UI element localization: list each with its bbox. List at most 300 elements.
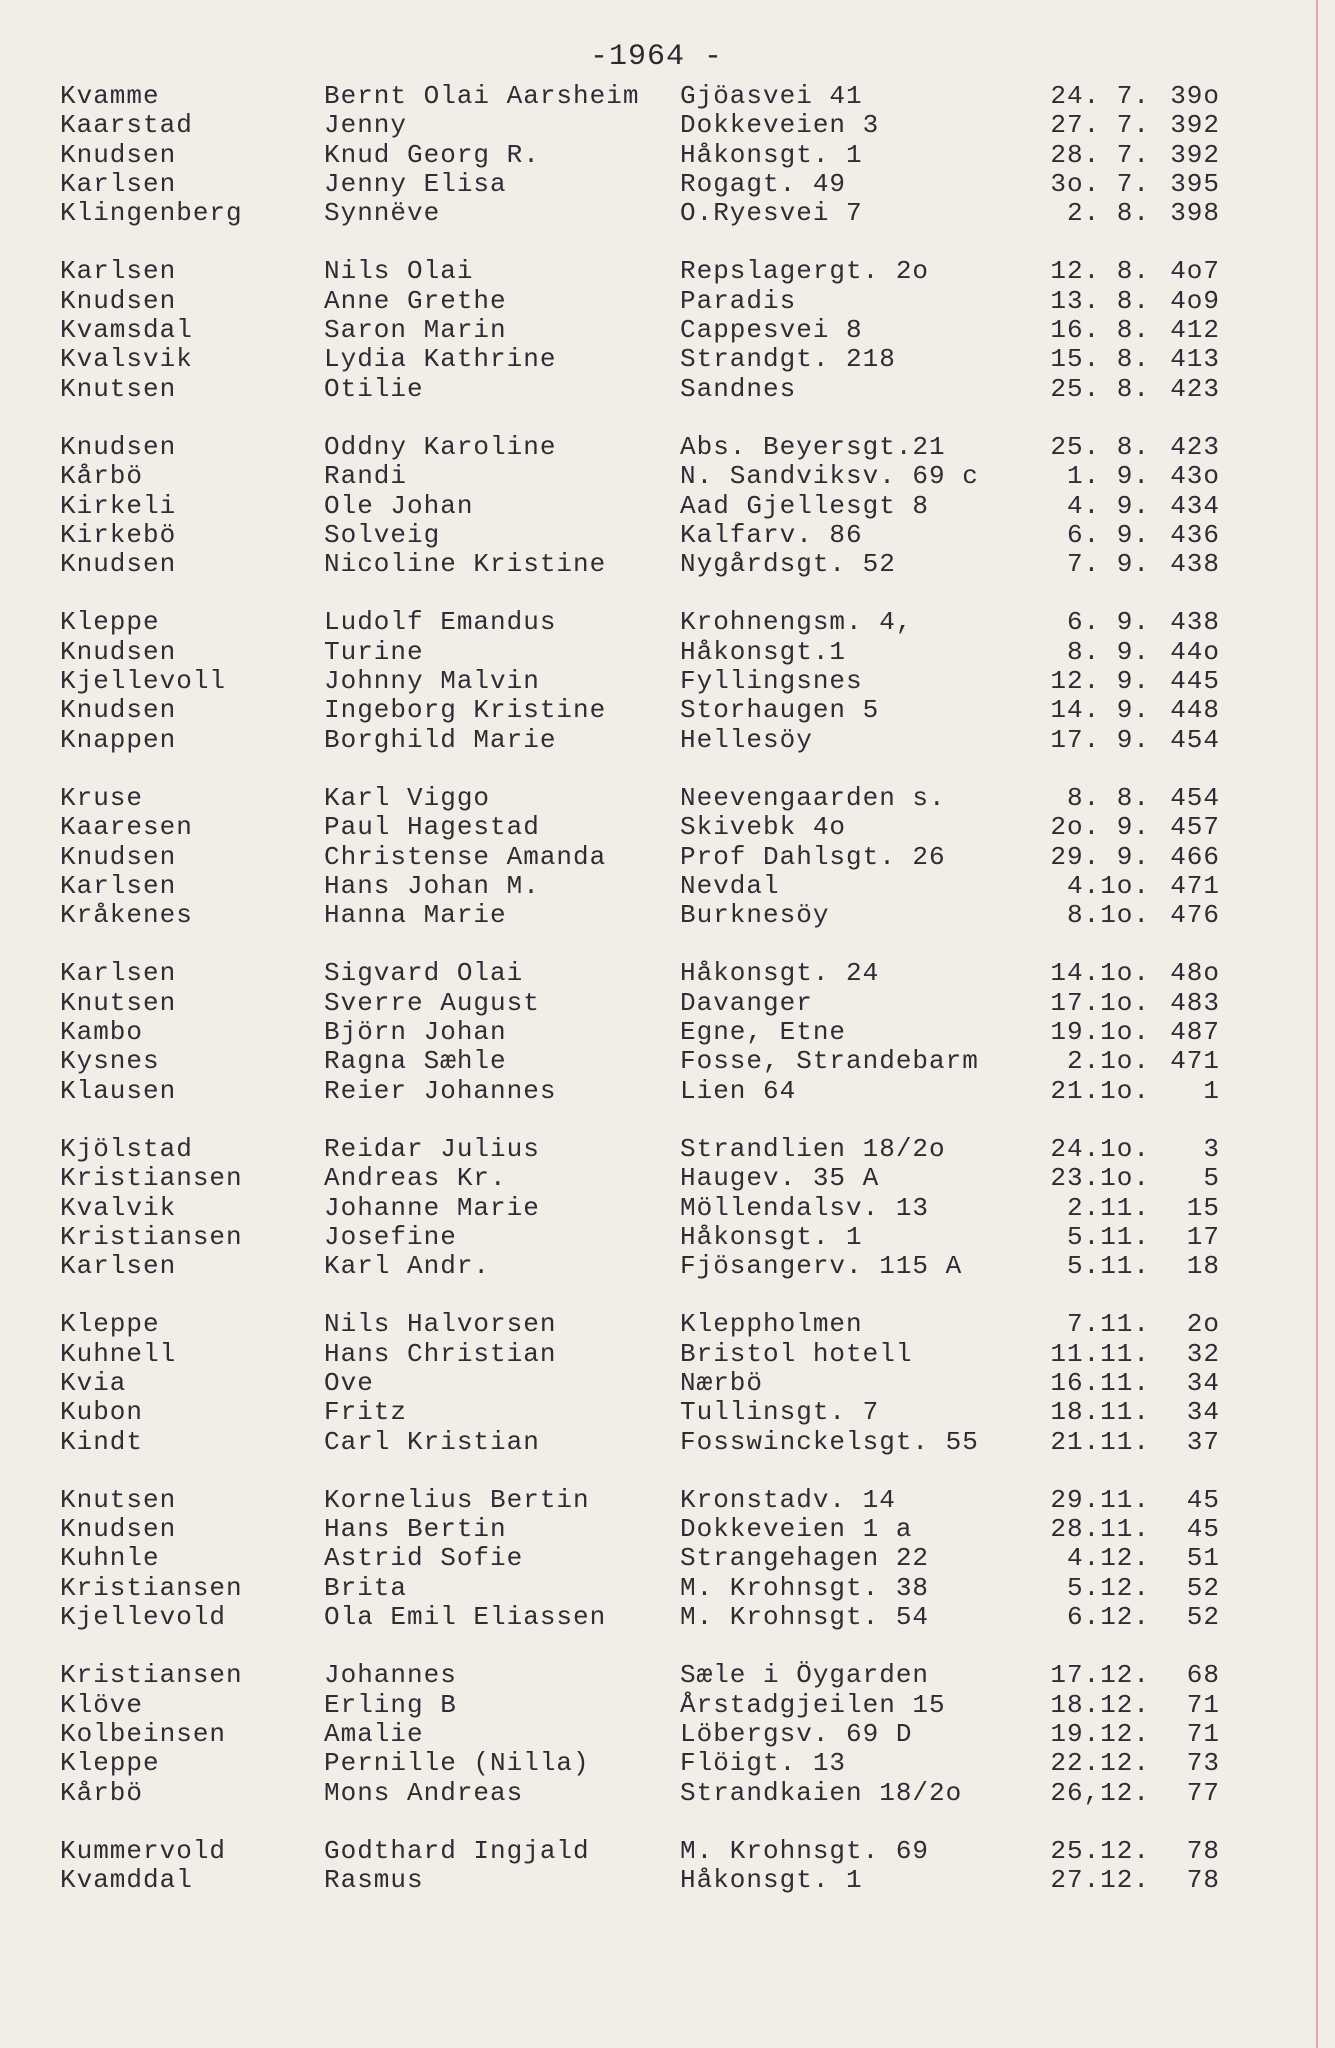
- given-name-cell: Oddny Karoline: [324, 431, 557, 462]
- entry-number-cell: 423: [1170, 431, 1220, 462]
- register-row: [50, 1777, 1220, 1808]
- entry-group: [50, 1484, 1220, 1633]
- surname-cell: Knutsen: [60, 373, 177, 404]
- address-cell: Prof Dahlsgt. 26: [680, 841, 946, 872]
- date-cell: 2o. 9.: [1050, 812, 1150, 843]
- date-cell: 8. 9.: [1066, 636, 1150, 667]
- entry-number-cell: 434: [1170, 490, 1220, 521]
- register-row: [50, 1514, 1220, 1545]
- address-cell: Sæle i Öygarden: [680, 1660, 930, 1691]
- address-cell: Strandlien 18/2o: [680, 1133, 946, 1164]
- date-cell: 18.11.: [1050, 1397, 1150, 1428]
- entry-number-cell: 1: [1203, 1075, 1220, 1106]
- entry-number-cell: 3: [1203, 1133, 1220, 1164]
- surname-cell: Knutsen: [60, 987, 177, 1018]
- entry-number-cell: 52: [1186, 1602, 1220, 1633]
- address-cell: Årstadgjeilen 15: [680, 1689, 946, 1720]
- address-cell: M. Krohnsgt. 69: [680, 1835, 930, 1866]
- entry-number-cell: 2o: [1186, 1309, 1220, 1340]
- register-row: [50, 344, 1220, 375]
- date-cell: 12. 8.: [1050, 256, 1150, 287]
- date-cell: 1. 9.: [1066, 461, 1150, 492]
- entry-number-cell: 52: [1186, 1572, 1220, 1603]
- date-cell: 16.11.: [1050, 1367, 1150, 1398]
- date-cell: 29. 9.: [1050, 841, 1150, 872]
- page-title: -1964 -: [590, 40, 724, 74]
- address-cell: Egne, Etne: [680, 1017, 847, 1048]
- surname-cell: Karlsen: [60, 256, 177, 287]
- register-row: [50, 812, 1220, 843]
- address-cell: Hellesöy: [680, 724, 813, 755]
- date-cell: 5.11.: [1066, 1221, 1150, 1252]
- address-cell: Haugev. 35 A: [680, 1163, 880, 1194]
- date-cell: 25. 8.: [1050, 431, 1150, 462]
- register-row: [50, 1602, 1220, 1633]
- date-cell: 26,12.: [1050, 1777, 1150, 1808]
- entry-group: [50, 1309, 1220, 1457]
- surname-cell: Kårbö: [60, 461, 144, 492]
- surname-cell: Kirkebö: [60, 519, 177, 550]
- date-cell: 28.11.: [1050, 1514, 1150, 1545]
- address-cell: Burknesöy: [680, 900, 830, 931]
- surname-cell: Klausen: [60, 1075, 177, 1106]
- address-cell: Tullinsgt. 7: [680, 1397, 880, 1428]
- given-name-cell: Bernt Olai Aarsheim: [324, 81, 640, 111]
- entry-group: [50, 1660, 1220, 1808]
- address-cell: Lien 64: [680, 1075, 797, 1106]
- date-cell: 7.11.: [1066, 1309, 1150, 1340]
- given-name-cell: Brita: [324, 1572, 408, 1603]
- entry-number-cell: 77: [1186, 1777, 1220, 1808]
- address-cell: Möllendalsv. 13: [680, 1192, 930, 1223]
- entry-number-cell: 476: [1170, 900, 1220, 931]
- given-name-cell: Nils Olai: [324, 256, 474, 287]
- given-name-cell: Rasmus: [324, 1865, 424, 1896]
- given-name-cell: Amalie: [324, 1718, 424, 1749]
- date-cell: 19.12.: [1050, 1718, 1150, 1749]
- date-cell: 17. 9.: [1050, 724, 1150, 755]
- date-cell: 28. 7.: [1050, 139, 1150, 170]
- date-cell: 16. 8.: [1050, 315, 1150, 346]
- register-row: [50, 841, 1220, 872]
- register-row: [50, 1835, 1220, 1866]
- register-row: [50, 695, 1220, 726]
- address-cell: Dokkeveien 1 a: [680, 1514, 913, 1545]
- given-name-cell: Solveig: [324, 519, 441, 550]
- given-name-cell: Christense Amanda: [324, 841, 607, 872]
- date-cell: 25. 8.: [1050, 373, 1150, 404]
- entry-number-cell: 45: [1186, 1484, 1220, 1515]
- surname-cell: Karlsen: [60, 870, 177, 901]
- entry-number-cell: 487: [1170, 1017, 1220, 1048]
- address-cell: Skivebk 4o: [680, 812, 847, 843]
- entry-number-cell: 78: [1186, 1835, 1220, 1866]
- address-cell: O.Ryesvei 7: [680, 198, 863, 229]
- address-cell: M. Krohnsgt. 38: [680, 1572, 930, 1603]
- given-name-cell: Ove: [324, 1367, 374, 1398]
- surname-cell: Kjellevoll: [60, 666, 227, 697]
- given-name-cell: Josefine: [324, 1221, 457, 1252]
- register-row: [50, 1338, 1220, 1369]
- date-cell: 15. 8.: [1050, 344, 1150, 375]
- given-name-cell: Paul Hagestad: [324, 812, 540, 843]
- date-cell: 21.11.: [1050, 1426, 1150, 1457]
- register-row: [50, 900, 1220, 931]
- register-row: [50, 987, 1220, 1018]
- date-cell: 7. 9.: [1066, 549, 1150, 580]
- address-cell: Abs. Beyersgt.21: [680, 431, 946, 462]
- register-row: [50, 1046, 1220, 1077]
- entry-number-cell: 445: [1170, 666, 1220, 697]
- given-name-cell: Andreas Kr.: [324, 1163, 507, 1194]
- address-cell: Dokkeveien 3: [680, 110, 880, 141]
- date-cell: 23.1o.: [1050, 1163, 1150, 1194]
- address-cell: Håkonsgt. 1: [680, 1221, 863, 1252]
- surname-cell: Kårbö: [60, 1777, 144, 1808]
- entry-number-cell: 454: [1170, 724, 1220, 755]
- given-name-cell: Pernille (Nilla): [324, 1748, 590, 1779]
- register-row: [50, 168, 1220, 199]
- register-row: [50, 1397, 1220, 1428]
- register-row: [50, 782, 1220, 813]
- register-row: [50, 1075, 1220, 1106]
- address-cell: Kleppholmen: [680, 1309, 863, 1340]
- address-cell: Storhaugen 5: [680, 695, 880, 726]
- date-cell: 2. 8.: [1066, 198, 1150, 229]
- entry-group: [50, 782, 1220, 931]
- given-name-cell: Ragna Sæhle: [324, 1046, 507, 1077]
- surname-cell: Kvamddal: [60, 1865, 193, 1896]
- entry-number-cell: 44o: [1170, 636, 1220, 667]
- surname-cell: Kjölstad: [60, 1133, 193, 1164]
- surname-cell: Knudsen: [60, 636, 177, 667]
- register-row: [50, 958, 1220, 989]
- surname-cell: Kristiansen: [60, 1221, 243, 1252]
- date-cell: 6. 9.: [1066, 607, 1150, 638]
- address-cell: Håkonsgt. 1: [680, 139, 863, 170]
- surname-cell: Klingenberg: [60, 198, 243, 229]
- surname-cell: Kjellevold: [60, 1602, 227, 1633]
- address-cell: Repslagergt. 2o: [680, 256, 930, 287]
- entry-number-cell: 71: [1186, 1718, 1220, 1749]
- surname-cell: Kleppe: [60, 1748, 160, 1779]
- entry-group: [50, 958, 1220, 1106]
- address-cell: Håkonsgt. 24: [680, 958, 880, 989]
- surname-cell: Kubon: [60, 1397, 144, 1428]
- given-name-cell: Nicoline Kristine: [324, 549, 607, 580]
- surname-cell: Karlsen: [60, 168, 177, 199]
- address-cell: Cappesvei 8: [680, 315, 863, 346]
- entry-number-cell: 78: [1186, 1865, 1220, 1896]
- date-cell: 4.1o.: [1066, 870, 1150, 901]
- date-cell: 29.11.: [1050, 1484, 1150, 1515]
- given-name-cell: Saron Marin: [324, 315, 507, 346]
- given-name-cell: Hans Christian: [324, 1338, 557, 1369]
- given-name-cell: Lydia Kathrine: [324, 344, 557, 375]
- date-cell: 6. 9.: [1066, 519, 1150, 550]
- address-cell: Fosswinckelsgt. 55: [680, 1426, 979, 1457]
- register-row: [50, 1572, 1220, 1603]
- date-cell: 27. 7.: [1050, 110, 1150, 141]
- entry-number-cell: 51: [1186, 1543, 1220, 1574]
- entry-number-cell: 4o9: [1170, 285, 1220, 316]
- register-row: [50, 1017, 1220, 1048]
- surname-cell: Kvamme: [60, 81, 160, 111]
- given-name-cell: Kornelius Bertin: [324, 1484, 590, 1515]
- register-row: [50, 1718, 1220, 1749]
- given-name-cell: Otilie: [324, 373, 424, 404]
- entry-number-cell: 471: [1170, 1046, 1220, 1077]
- given-name-cell: Godthard Ingjald: [324, 1835, 590, 1866]
- given-name-cell: Hans Johan M.: [324, 870, 540, 901]
- given-name-cell: Knud Georg R.: [324, 139, 540, 170]
- surname-cell: Kuhnell: [60, 1338, 177, 1369]
- entry-number-cell: 448: [1170, 695, 1220, 726]
- date-cell: 25.12.: [1050, 1835, 1150, 1866]
- date-cell: 21.1o.: [1050, 1075, 1150, 1106]
- given-name-cell: Sverre August: [324, 987, 540, 1018]
- date-cell: 5.11.: [1066, 1251, 1150, 1282]
- register-row: [50, 1221, 1220, 1252]
- register-row: [50, 1251, 1220, 1282]
- entry-number-cell: 34: [1186, 1367, 1220, 1398]
- given-name-cell: Synnëve: [324, 198, 441, 229]
- date-cell: 11.11.: [1050, 1338, 1150, 1369]
- date-cell: 19.1o.: [1050, 1017, 1150, 1048]
- address-cell: Gjöasvei 41: [680, 81, 863, 111]
- given-name-cell: Johnny Malvin: [324, 666, 540, 697]
- given-name-cell: Mons Andreas: [324, 1777, 524, 1808]
- surname-cell: Kleppe: [60, 1309, 160, 1340]
- address-cell: Håkonsgt.1: [680, 636, 847, 667]
- entry-number-cell: 438: [1170, 549, 1220, 580]
- date-cell: 2.11.: [1066, 1192, 1150, 1223]
- register-row: [50, 256, 1220, 287]
- date-cell: 4. 9.: [1066, 490, 1150, 521]
- date-cell: 22.12.: [1050, 1748, 1150, 1779]
- date-cell: 12. 9.: [1050, 666, 1150, 697]
- date-cell: 6.12.: [1066, 1602, 1150, 1633]
- entry-number-cell: 48o: [1170, 958, 1220, 989]
- register-row: [50, 1660, 1220, 1691]
- given-name-cell: Hans Bertin: [324, 1514, 507, 1545]
- date-cell: 13. 8.: [1050, 285, 1150, 316]
- address-cell: Strandkaien 18/2o: [680, 1777, 963, 1808]
- date-cell: 24.1o.: [1050, 1133, 1150, 1164]
- surname-cell: Knappen: [60, 724, 177, 755]
- address-cell: Nygårdsgt. 52: [680, 549, 896, 580]
- entry-group: [50, 1133, 1220, 1282]
- given-name-cell: Ole Johan: [324, 490, 474, 521]
- entry-number-cell: 395: [1170, 168, 1220, 199]
- entry-number-cell: 483: [1170, 987, 1220, 1018]
- given-name-cell: Ingeborg Kristine: [324, 695, 607, 726]
- surname-cell: Karlsen: [60, 1251, 177, 1282]
- entry-number-cell: 73: [1186, 1748, 1220, 1779]
- given-name-cell: Turine: [324, 636, 424, 667]
- register-entries: [50, 81, 1220, 1924]
- entry-number-cell: 457: [1170, 812, 1220, 843]
- entry-number-cell: 18: [1186, 1251, 1220, 1282]
- entry-number-cell: 34: [1186, 1397, 1220, 1428]
- given-name-cell: Randi: [324, 461, 408, 492]
- date-cell: 18.12.: [1050, 1689, 1150, 1720]
- entry-group: [50, 431, 1220, 580]
- entry-number-cell: 45: [1186, 1514, 1220, 1545]
- register-row: [50, 461, 1220, 492]
- given-name-cell: Johannes: [324, 1660, 457, 1691]
- given-name-cell: Nils Halvorsen: [324, 1309, 557, 1340]
- surname-cell: Knudsen: [60, 139, 177, 170]
- register-row: [50, 1543, 1220, 1574]
- register-row: [50, 519, 1220, 550]
- date-cell: 8.1o.: [1066, 900, 1150, 931]
- register-row: [50, 607, 1220, 638]
- given-name-cell: Jenny Elisa: [324, 168, 507, 199]
- surname-cell: Kruse: [60, 782, 144, 813]
- entry-number-cell: 39o: [1170, 81, 1220, 111]
- given-name-cell: Johanne Marie: [324, 1192, 540, 1223]
- register-row: [50, 1367, 1220, 1398]
- entry-number-cell: 17: [1186, 1221, 1220, 1252]
- register-row: [50, 1133, 1220, 1164]
- given-name-cell: Ludolf Emandus: [324, 607, 557, 638]
- date-cell: 27.12.: [1050, 1865, 1150, 1896]
- date-cell: 4.12.: [1066, 1543, 1150, 1574]
- surname-cell: Klöve: [60, 1689, 144, 1720]
- entry-number-cell: 68: [1186, 1660, 1220, 1691]
- address-cell: Aad Gjellesgt 8: [680, 490, 930, 521]
- register-row: [50, 1309, 1220, 1340]
- entry-number-cell: 413: [1170, 344, 1220, 375]
- address-cell: Håkonsgt. 1: [680, 1865, 863, 1896]
- address-cell: Bristol hotell: [680, 1338, 913, 1369]
- date-cell: 24. 7.: [1050, 81, 1150, 111]
- address-cell: Davanger: [680, 987, 813, 1018]
- register-row: [50, 285, 1220, 316]
- date-cell: 17.1o.: [1050, 987, 1150, 1018]
- given-name-cell: Karl Viggo: [324, 782, 491, 813]
- surname-cell: Kambo: [60, 1017, 144, 1048]
- register-row: [50, 373, 1220, 404]
- surname-cell: Kristiansen: [60, 1572, 243, 1603]
- register-row: [50, 431, 1220, 462]
- entry-group: [50, 81, 1220, 229]
- surname-cell: Kindt: [60, 1426, 144, 1457]
- surname-cell: Knudsen: [60, 549, 177, 580]
- entry-number-cell: 438: [1170, 607, 1220, 638]
- entry-number-cell: 5: [1203, 1163, 1220, 1194]
- register-row: [50, 1192, 1220, 1223]
- address-cell: Strandgt. 218: [680, 344, 896, 375]
- register-row: [50, 315, 1220, 346]
- surname-cell: Knudsen: [60, 695, 177, 726]
- register-row: [50, 1484, 1220, 1515]
- surname-cell: Knudsen: [60, 431, 177, 462]
- entry-number-cell: 32: [1186, 1338, 1220, 1369]
- register-row: [50, 1689, 1220, 1720]
- given-name-cell: Astrid Sofie: [324, 1543, 524, 1574]
- date-cell: 3o. 7.: [1050, 168, 1150, 199]
- given-name-cell: Anne Grethe: [324, 285, 507, 316]
- entry-number-cell: 4o7: [1170, 256, 1220, 287]
- surname-cell: Kristiansen: [60, 1163, 243, 1194]
- surname-cell: Knutsen: [60, 1484, 177, 1515]
- surname-cell: Knudsen: [60, 1514, 177, 1545]
- entry-group: [50, 256, 1220, 404]
- register-row: [50, 198, 1220, 229]
- given-name-cell: Karl Andr.: [324, 1251, 491, 1282]
- entry-number-cell: 423: [1170, 373, 1220, 404]
- surname-cell: Kysnes: [60, 1046, 160, 1077]
- date-cell: 8. 8.: [1066, 782, 1150, 813]
- register-row: [50, 490, 1220, 521]
- given-name-cell: Jenny: [324, 110, 408, 141]
- date-cell: 5.12.: [1066, 1572, 1150, 1603]
- surname-cell: Kolbeinsen: [60, 1718, 227, 1749]
- address-cell: Kalfarv. 86: [680, 519, 863, 550]
- register-row: [50, 110, 1220, 141]
- register-row: [50, 870, 1220, 901]
- entry-number-cell: 412: [1170, 315, 1220, 346]
- date-cell: 2.1o.: [1066, 1046, 1150, 1077]
- address-cell: Löbergsv. 69 D: [680, 1718, 913, 1749]
- date-cell: 14.1o.: [1050, 958, 1150, 989]
- entry-number-cell: 436: [1170, 519, 1220, 550]
- date-cell: 17.12.: [1050, 1660, 1150, 1691]
- entry-group: [50, 1835, 1220, 1896]
- address-cell: N. Sandviksv. 69 c: [680, 461, 979, 492]
- entry-number-cell: 398: [1170, 198, 1220, 229]
- address-cell: Flöigt. 13: [680, 1748, 847, 1779]
- surname-cell: Kirkeli: [60, 490, 177, 521]
- given-name-cell: Carl Kristian: [324, 1426, 540, 1457]
- address-cell: Fosse, Strandebarm: [680, 1046, 979, 1077]
- surname-cell: Karlsen: [60, 958, 177, 989]
- given-name-cell: Erling B: [324, 1689, 457, 1720]
- register-row: [50, 1163, 1220, 1194]
- address-cell: M. Krohnsgt. 54: [680, 1602, 930, 1633]
- entry-number-cell: 392: [1170, 139, 1220, 170]
- register-row: [50, 1748, 1220, 1779]
- address-cell: Sandnes: [680, 373, 797, 404]
- given-name-cell: Sigvard Olai: [324, 958, 524, 989]
- surname-cell: Kuhnle: [60, 1543, 160, 1574]
- address-cell: Krohnengsm. 4,: [680, 607, 913, 638]
- register-row: [50, 549, 1220, 580]
- register-row: [50, 636, 1220, 667]
- register-row: [50, 666, 1220, 697]
- entry-group: [50, 607, 1220, 755]
- surname-cell: Knudsen: [60, 285, 177, 316]
- register-row: [50, 139, 1220, 170]
- given-name-cell: Ola Emil Eliassen: [324, 1602, 607, 1633]
- surname-cell: Kvamsdal: [60, 315, 193, 346]
- register-row: [50, 1426, 1220, 1457]
- surname-cell: Kvalsvik: [60, 344, 193, 375]
- entry-number-cell: 466: [1170, 841, 1220, 872]
- date-cell: 14. 9.: [1050, 695, 1150, 726]
- entry-number-cell: 392: [1170, 110, 1220, 141]
- given-name-cell: Hanna Marie: [324, 900, 507, 931]
- address-cell: Nærbö: [680, 1367, 764, 1398]
- surname-cell: Kvia: [60, 1367, 127, 1398]
- entry-number-cell: 454: [1170, 782, 1220, 813]
- address-cell: Neevengaarden s.: [680, 782, 946, 813]
- surname-cell: Kvalvik: [60, 1192, 177, 1223]
- entry-number-cell: 43o: [1170, 461, 1220, 492]
- address-cell: Kronstadv. 14: [680, 1484, 896, 1515]
